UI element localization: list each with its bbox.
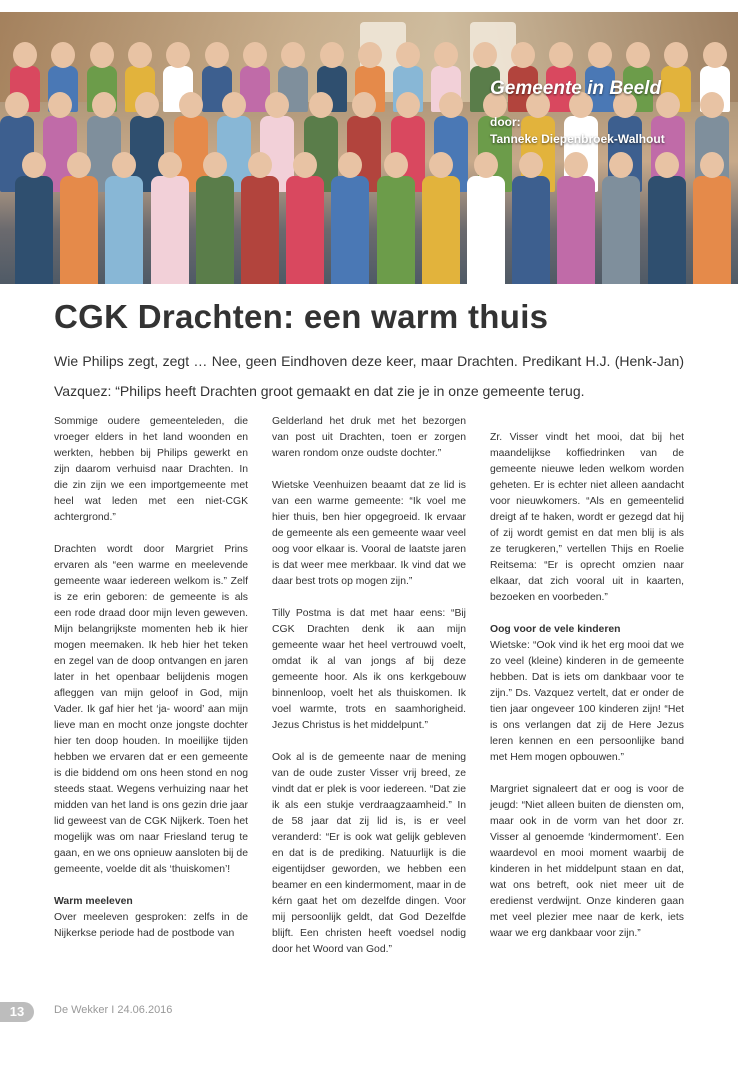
paragraph: Gelderland het druk met het bezorgen van post uit Drachten, toen er zorgen waren rondom onze oudste dochter.” xyxy=(272,416,466,459)
child-figure xyxy=(693,152,731,284)
child-figure xyxy=(151,152,189,284)
child-figure xyxy=(648,152,686,284)
child-figure xyxy=(196,152,234,284)
paragraph: Zr. Visser vindt het mooi, dat bij het maandelijkse koffiedrinken van de gemeente nieuwe leden welkom worden geheten. Er is echter niet alleen aandacht voor nieuwkomers. “Als en gemeentelid dreigt af te haken, wordt er gezegd dat hij of zij wordt gemist en dat men blij is als ze terugkeren,” vertellen Thijs en Roelie Reitsema: “Er is oprecht omzien naar elkaar, dat zich vooral uit in kaarten, bezoeken en voorbeden.” xyxy=(490,432,684,603)
byline-author: Tanneke Diepenbroek-Walhout xyxy=(490,132,665,146)
byline-label: door: xyxy=(490,115,521,129)
child-figure xyxy=(467,152,505,284)
child-figure xyxy=(241,152,279,284)
paragraph: Drachten wordt door Margriet Prins ervaren als “een warme en meelevende gemeente waar iedereen welkom is.” Zelf is ze erin geboren: de gemeente is als een rode draad door mijn leven geweven. Mijn belangrijkste momenten heb ik hier mogen meemaken. Ik heb hier het teken en zegel van de doop ontvangen en jaren later in het openbaar belijdenis mogen afleggen van mijn geloof in God, mijn Vader. Ik gaf hier het ‘ja- woord’ aan mijn lieve man en mocht onze jongste dochter hier ten doop houden. In moeilijke tijden hebben we ervaren dat er een gemeente is die biddend om ons heen stond en nog steeds staat. Wegens verhuizing naar het midden van het land is ons gezin drie jaar lid geweest van de CGK Nijkerk. Toen het mogelijk was om naar Friesland terug te gaan, en we ons opnieuw aansloten bij de gemeente, voelde dit als ‘thuiskomen’! xyxy=(54,544,248,875)
child-figure xyxy=(15,152,53,284)
child-figure xyxy=(512,152,550,284)
child-figure xyxy=(286,152,324,284)
article-column-2 xyxy=(272,414,466,974)
paragraph: Over meeleven gesproken: zelfs in de Nijkerkse periode had de postbode van xyxy=(54,912,248,939)
child-figure xyxy=(377,152,415,284)
child-figure xyxy=(60,152,98,284)
paragraph: Margriet signaleert dat er oog is voor de jeugd: “Niet alleen buiten de diensten om, maar ook in de vorm van het door zr. Visser al genoemde ‘kindermoment’. Een waardevol en mooi moment waarbij de kinderen in het middelpunt staan en dat, wat ons betreft, ook niet meer uit de eredienst verdwijnt. Onze kinderen gaan met veel plezier mee naar de kerk, iets waar we erg dankbaar voor zijn.” xyxy=(490,784,684,939)
paragraph: Wietske Veenhuizen beaamt dat ze lid is van een warme gemeente: “Ik voel me hier thuis, ben hier opgegroeid. Ik ervaar de gemeente als een gemeente waar veel oog voor elkaar is. Vooral de laatste jaren is dat weer mee merkbaar. Ik vind dat we daar best trots op mogen zijn.” xyxy=(272,480,466,587)
header-photo xyxy=(0,12,738,284)
section-title: Gemeente in Beeld xyxy=(490,78,662,99)
subheading: Warm meeleven xyxy=(54,896,133,907)
photo-caption xyxy=(490,78,730,148)
article-title: CGK Drachten: een warm thuis xyxy=(54,298,549,335)
article-column-1 xyxy=(54,414,248,958)
page-number: 13 xyxy=(0,1002,34,1022)
paragraph: Tilly Postma is dat met haar eens: “Bij CGK Drachten denk ik aan mijn gemeente waar het heel vertrouwd voelt, omdat ik al van jongs af bij deze gemeente hoor. Als ik ons kerkgebouw binnenloop, voelt het als thuiskomen. Ik voel warmte, trots en saamhorigheid. Jezus Christus is het middelpunt.” xyxy=(272,608,466,731)
subheading: Oog voor de vele kinderen xyxy=(490,624,621,635)
byline xyxy=(490,114,730,148)
article-lead: Wie Philips zegt, zegt … Nee, geen Eindhoven deze keer, maar Drachten. Predikant H.J. (Henk-Jan) Vazquez: “Philips heeft Drachten groot gemaakt en dat zie je in onze gemeente terug. xyxy=(54,353,684,399)
paragraph: Sommige oudere gemeenteleden, die vroeger elders in het land woonden en werkten, hebben bij Philips gewerkt en zijn daarom verhuisd naar Drachten. In die zin zijn we een importgemeente met heel wat leden met een niet-CGK achtergrond.” xyxy=(54,416,248,523)
paragraph: Wietske: “Ook vind ik het erg mooi dat we zo veel (kleine) kinderen in de gemeente hebben. Dat is iets om dankbaar voor te zijn.” Ds. Vazquez vertelt, dat er onder de tien jaar ongeveer 100 kinderen zijn! “Het is ons verlangen dat zij de Here Jezus leren kennen en een persoonlijke band met Hem mogen opbouwen.” xyxy=(490,640,684,763)
child-figure xyxy=(422,152,460,284)
article-column-3 xyxy=(490,430,684,958)
publication-footer: De Wekker I 24.06.2016 xyxy=(54,1004,173,1016)
paragraph: Ook al is de gemeente naar de mening van de oude zuster Visser vrij breed, ze vindt dat er plek is voor iedereen. “Dat zie ik als een stukje verdraagzaamheid.” In de 58 jaar dat zij lid is, is er veel veranderd: “Er is ook wat gelijk gebleven en dat is de prediking. Natuurlijk is die eigentijdser geworden, we hebben een beamer en een kindermoment, maar in de kérn gaat het om dezelfde dingen. Voor mij persoonlijk geldt, dat God Dezelfde blijft. Een christen heeft voedsel nodig door het Woord van God.” xyxy=(272,752,466,955)
